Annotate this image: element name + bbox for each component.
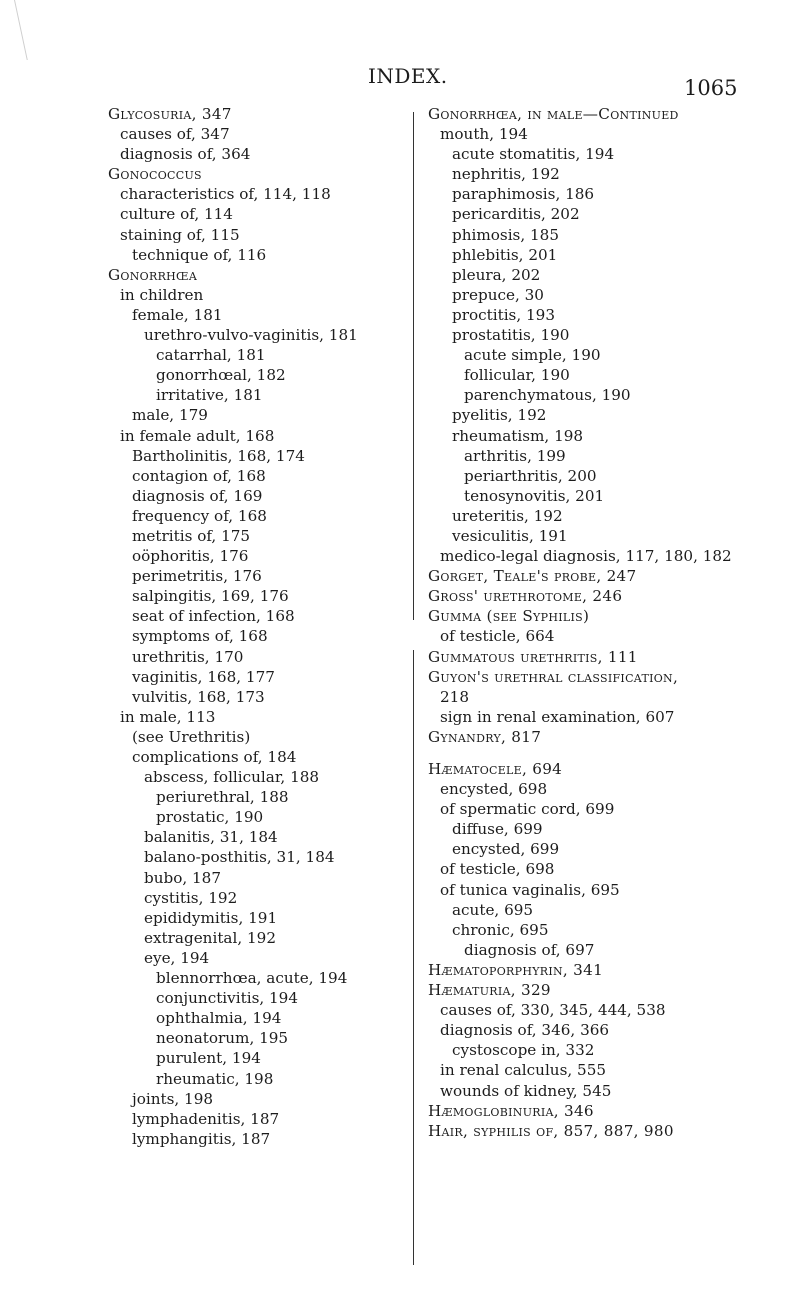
index-subentry: encysted, 699 (452, 840, 560, 859)
index-subentry: epididymitis, 191 (144, 908, 278, 927)
index-subentry: diagnosis of, 169 (132, 486, 263, 505)
index-subentry: follicular, 190 (464, 366, 570, 385)
index-subentry: purulent, 194 (156, 1049, 261, 1068)
column-divider (413, 650, 414, 1265)
index-heading: Hæmatocele, 694 (428, 760, 563, 778)
index-subentry: diagnosis of, 346, 366 (440, 1021, 610, 1040)
index-subentry: acute simple, 190 (464, 346, 601, 365)
index-subentry: sign in renal examination, 607 (440, 707, 675, 726)
index-subentry: lymphadenitis, 187 (132, 1109, 280, 1128)
index-subentry: ureteritis, 192 (452, 506, 563, 525)
index-subentry: nephritis, 192 (452, 165, 560, 184)
page-header (0, 64, 801, 104)
index-subentry: symptoms of, 168 (132, 627, 268, 646)
index-subentry: blennorrhœa, acute, 194 (156, 969, 348, 988)
index-subentry: mouth, 194 (440, 125, 528, 144)
section-gap (428, 747, 758, 759)
index-heading: Gummatous urethritis, 111 (428, 647, 638, 666)
index-subentry: frequency of, 168 (132, 506, 267, 525)
index-heading: Hæmoglobinuria, 346 (428, 1101, 594, 1120)
index-subentry: perimetritis, 176 (132, 567, 262, 586)
index-subentry: vesiculitis, 191 (452, 526, 568, 545)
index-subentry: vulvitis, 168, 173 (132, 687, 265, 706)
index-subentry: staining of, 115 (120, 225, 240, 244)
index-subentry: in male, 113 (120, 707, 216, 726)
index-subentry: urethro-vulvo-vaginitis, 181 (144, 326, 358, 345)
index-heading: Glycosuria, 347 (108, 105, 232, 123)
index-subentry: metritis of, 175 (132, 526, 251, 545)
index-subentry: urethritis, 170 (132, 647, 244, 666)
index-subentry: diagnosis of, 697 (464, 940, 595, 959)
index-subentry: arthritis, 199 (464, 446, 566, 465)
index-subentry: pericarditis, 202 (452, 205, 580, 224)
index-heading: Gonorrhœa, in male—Continued (428, 105, 679, 123)
page-edge-decoration (0, 0, 28, 60)
index-subentry: balano-posthitis, 31, 184 (144, 848, 335, 867)
index-heading: Gross' urethrotome, 246 (428, 587, 623, 606)
index-subentry: eye, 194 (144, 948, 210, 967)
index-subentry: prepuce, 30 (452, 285, 544, 304)
index-subentry: of tunica vaginalis, 695 (440, 880, 620, 899)
index-subentry: causes of, 330, 345, 444, 538 (440, 1001, 666, 1020)
index-heading: Gynandry, 817 (428, 727, 542, 746)
index-subentry: diffuse, 699 (452, 820, 543, 839)
index-subentry: acute stomatitis, 194 (452, 145, 615, 164)
index-heading: Hair, syphilis of, 857, 887, 980 (428, 1121, 674, 1140)
index-subentry: proctitis, 193 (452, 305, 555, 324)
index-subentry: abscess, follicular, 188 (144, 768, 320, 787)
index-subentry: (see Urethritis) (132, 727, 251, 746)
index-subentry: encysted, 698 (440, 780, 548, 799)
index-subentry: characteristics of, 114, 118 (120, 185, 331, 204)
index-subentry: phlebitis, 201 (452, 245, 558, 264)
index-heading: Hæmaturia, 329 (428, 981, 551, 1000)
index-subentry: conjunctivitis, 194 (156, 989, 299, 1008)
index-subentry: phimosis, 185 (452, 225, 559, 244)
index-subentry: parenchymatous, 190 (464, 386, 631, 405)
index-heading: Gonorrhœa (108, 265, 198, 284)
index-subentry: catarrhal, 181 (156, 346, 266, 365)
index-subentry: neonatorum, 195 (156, 1029, 289, 1048)
index-heading: Gumma (see Syphilis) (428, 607, 590, 626)
index-subentry: seat of infection, 168 (132, 607, 295, 626)
index-subentry: in children (120, 285, 204, 304)
running-head: INDEX. (368, 64, 448, 88)
index-subentry: salpingitis, 169, 176 (132, 587, 289, 606)
index-subentry: periarthritis, 200 (464, 466, 597, 485)
index-subentry: contagion of, 168 (132, 466, 266, 485)
index-subentry: male, 179 (132, 406, 208, 425)
index-column-right (428, 104, 758, 1141)
index-column-left (108, 104, 408, 1149)
index-subentry: pleura, 202 (452, 265, 541, 284)
page-number: 1065 (684, 76, 738, 100)
index-subentry: chronic, 695 (452, 920, 549, 939)
index-subentry: oöphoritis, 176 (132, 547, 249, 566)
index-subentry: of spermatic cord, 699 (440, 800, 615, 819)
index-subentry: paraphimosis, 186 (452, 185, 595, 204)
index-subentry: of testicle, 664 (440, 627, 555, 646)
index-subentry: medico-legal diagnosis, 117, 180, 182 (440, 547, 732, 566)
index-subentry: acute, 695 (452, 900, 534, 919)
index-heading: Gorget, Teale's probe, 247 (428, 567, 637, 586)
index-subentry: diagnosis of, 364 (120, 145, 251, 164)
index-subentry: vaginitis, 168, 177 (132, 667, 275, 686)
index-subentry: joints, 198 (132, 1089, 214, 1108)
index-subentry: technique of, 116 (132, 245, 267, 264)
index-subentry: wounds of kidney, 545 (440, 1081, 612, 1100)
index-subentry: Bartholinitis, 168, 174 (132, 446, 305, 465)
index-subentry: balanitis, 31, 184 (144, 828, 278, 847)
index-subentry: in renal calculus, 555 (440, 1061, 607, 1080)
index-heading: Gonococcus (108, 165, 202, 184)
index-heading: Hæmatoporphyrin, 341 (428, 960, 604, 979)
index-subentry: prostatitis, 190 (452, 326, 570, 345)
index-subentry: of testicle, 698 (440, 860, 555, 879)
index-subentry: irritative, 181 (156, 386, 263, 405)
index-subentry: gonorrhœal, 182 (156, 366, 286, 385)
index-subentry: lymphangitis, 187 (132, 1129, 271, 1148)
index-subentry: periurethral, 188 (156, 788, 289, 807)
index-heading: Guyon's urethral classification, (428, 667, 679, 686)
index-subentry: in female adult, 168 (120, 426, 275, 445)
index-subentry: culture of, 114 (120, 205, 233, 224)
index-subentry: ophthalmia, 194 (156, 1009, 282, 1028)
index-subentry: complications of, 184 (132, 748, 297, 766)
index-subentry: causes of, 347 (120, 125, 230, 144)
index-subentry: rheumatic, 198 (156, 1069, 274, 1088)
index-subentry: cystoscope in, 332 (452, 1041, 595, 1060)
index-subentry: rheumatism, 198 (452, 426, 584, 445)
index-subentry: 218 (440, 687, 469, 706)
index-subentry: cystitis, 192 (144, 888, 238, 907)
column-divider (413, 112, 414, 620)
index-subentry: pyelitis, 192 (452, 406, 547, 425)
index-subentry: tenosynovitis, 201 (464, 486, 605, 505)
index-subentry: bubo, 187 (144, 868, 222, 887)
index-subentry: prostatic, 190 (156, 808, 264, 827)
index-subentry: female, 181 (132, 305, 223, 324)
index-subentry: extragenital, 192 (144, 928, 276, 947)
